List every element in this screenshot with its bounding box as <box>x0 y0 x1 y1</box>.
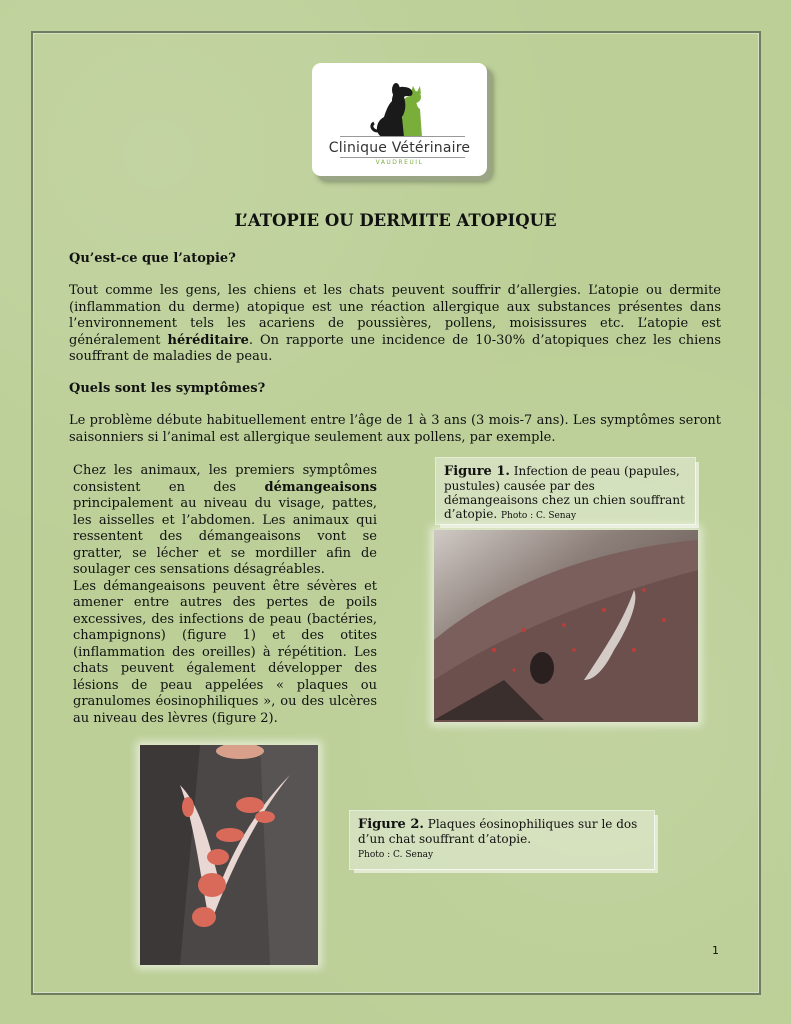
figure1-label: Figure 1. <box>444 464 510 479</box>
column-bold: démangeaisons <box>264 479 377 495</box>
figure2-credit: Photo : C. Senay <box>358 850 434 860</box>
dog-skin-photo <box>434 530 698 722</box>
figure2-text: Plaques éosinophiliques sur le dos d’un chat souffrant d’atopie. <box>358 817 638 846</box>
figure1-caption <box>436 458 695 524</box>
logo-subtitle: VAUDREUIL <box>375 159 424 166</box>
section1-heading: Qu’est-ce que l’atopie? <box>69 251 236 266</box>
logo-divider-bottom <box>340 157 465 158</box>
figure2-caption <box>350 811 654 869</box>
dog-cat-logo-icon <box>370 81 432 139</box>
column-paragraph-2: Les démangeaisons peuvent être sévères et amener entre autres des pertes de poils excessives, des infections de peau (bactéries, champignons) (figure 1) et des otites (inflammation des oreilles) à répétition. Les chats peuvent également développer des lésions de peau appelées « plaques ou granulomes éosinophiliques », ou des ulcères au niveau des lèvres (figure 2). <box>73 578 377 726</box>
column-text-before: Chez les animaux, les premiers symptômes consistent en des <box>73 463 377 495</box>
column-text-after: principalement au niveau du visage, pattes, les aisselles et l’abdomen. Les animaux qui ressentent des démangeaisons vont se gratter, se lécher et se mordiller afin de soulager ces sensations désagréables. <box>73 496 377 577</box>
section2-paragraph: Le problème débute habituellement entre l’âge de 1 à 3 ans (3 mois-7 ans). Les symptômes seront saisonniers si l’animal est allergique seulement aux pollens, par exemple. <box>69 413 721 445</box>
logo-divider-top <box>340 136 465 137</box>
column-paragraph-1 <box>73 463 377 579</box>
page-title: L’ATOPIE OU DERMITE ATOPIQUE <box>234 211 557 230</box>
cat-skin-photo <box>140 745 318 965</box>
clinic-logo <box>312 63 487 176</box>
section1-paragraph <box>69 283 721 366</box>
figure2-label: Figure 2. <box>358 817 424 832</box>
logo-name: Clinique Vétérinaire <box>328 140 471 156</box>
page-number: 1 <box>712 944 719 957</box>
figure1-credit: Photo : C. Senay <box>500 511 577 521</box>
section1-text-before: Tout comme les gens, les chiens et les chats peuvent souffrir d’allergies. L’atopie ou dermite (inflammation du derme) atopique est une réaction allergique aux substances présentes dans l’environnement tels les acariens de poussières, pollens, moisissures etc. L’atopie est généralement <box>69 283 721 348</box>
figure1-text: Infection de peau (papules, pustules) causée par des démangeaisons chez un chien souffrant d’atopie. <box>444 464 685 521</box>
section2-heading: Quels sont les symptômes? <box>69 381 266 396</box>
symptoms-column <box>73 463 377 727</box>
section1-bold: héréditaire <box>167 332 249 348</box>
section1-text-after: . On rapporte une incidence de 10-30% d’atopiques chez les chiens souffrant de maladies de peau. <box>69 332 721 364</box>
